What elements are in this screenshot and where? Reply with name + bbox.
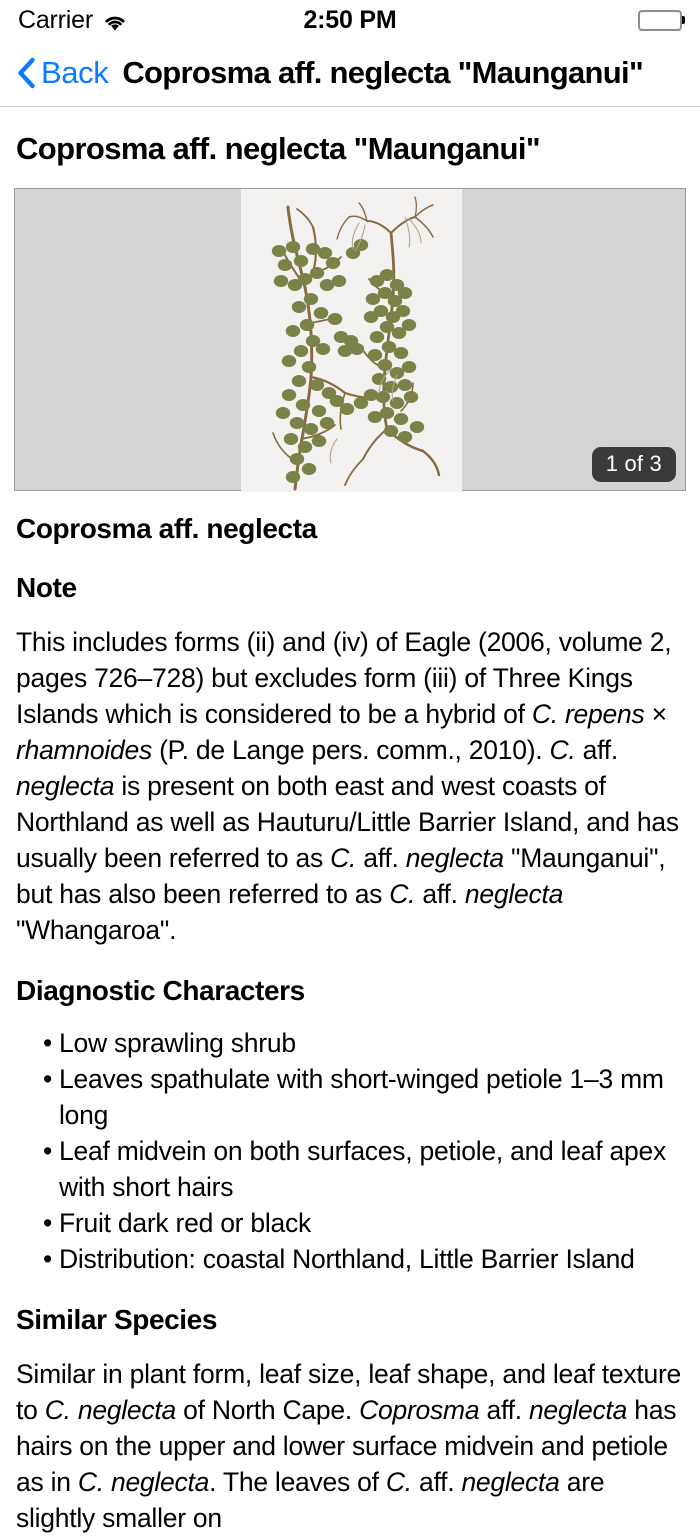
navigation-bar [0,40,700,107]
section-note [14,572,686,948]
gallery-page-badge: 1 of 3 [592,447,676,482]
section-diagnostic-characters [14,975,686,1277]
bullet-icon: • [43,1136,53,1166]
status-bar-right [638,10,682,31]
chevron-left-icon[interactable] [16,57,36,89]
carrier-label: Carrier [18,5,93,34]
bullet-icon: • [43,1028,53,1058]
note-paragraph: This includes forms (ii) and (iv) of Eagle (2006, volume 2, pages 726–728) but excludes form (iii) of Three Kings Islands which is considered to be a hybrid of C. repens × rhamnoides (P. de Lange pers. comm., 2010). C. aff. neglecta is present on both east and west coasts of Northland as well as Hauturu/Little Barrier Island, and has usually been referred to as C. aff. neglecta "Maunganui", but has also been referred to as C. aff. neglecta "Whangaroa". [16,627,679,945]
list-item: • Low sprawling shrub [14,1025,686,1061]
content-scroll-area[interactable] [0,131,700,1536]
back-button-label[interactable]: Back [41,55,109,90]
section-heading-diagnostic-characters: Diagnostic Characters [16,975,305,1006]
section-heading-note: Note [16,572,77,603]
similar-species-paragraph: Similar in plant form, leaf size, leaf shape, and leaf texture to C. neglecta of North Cape. Coprosma aff. neglecta has hairs on the upper and lower surface midvein and petiole as in C. neglecta. The leaves of C. aff. neglecta are slightly smaller on [16,1359,682,1533]
diagnostic-characters-list [14,1025,686,1277]
section-similar-species [14,1304,686,1536]
bullet-icon: • [43,1064,53,1094]
page-title: Coprosma aff. neglecta "Maunganui" [16,131,541,166]
species-name-heading: Coprosma aff. neglecta [16,513,317,544]
list-item: • Leaf midvein on both surfaces, petiole, and leaf apex with short hairs [14,1133,686,1205]
herbarium-specimen-photo[interactable] [241,189,462,492]
back-button[interactable] [16,55,108,91]
battery-full-icon [638,10,682,31]
bullet-icon: • [43,1208,53,1238]
image-gallery[interactable] [14,188,686,491]
battery-cap [682,16,685,24]
list-item: • Fruit dark red or black [14,1205,686,1241]
section-heading-similar-species: Similar Species [16,1304,218,1335]
list-item: • Distribution: coastal Northland, Little Barrier Island [14,1241,686,1277]
bullet-icon: • [43,1244,53,1274]
status-bar [0,0,700,40]
list-item: • Leaves spathulate with short-winged petiole 1–3 mm long [14,1061,686,1133]
status-bar-clock: 2:50 PM [303,5,397,34]
nav-bar-title: Coprosma aff. neglecta "Maunganui" [122,55,643,90]
